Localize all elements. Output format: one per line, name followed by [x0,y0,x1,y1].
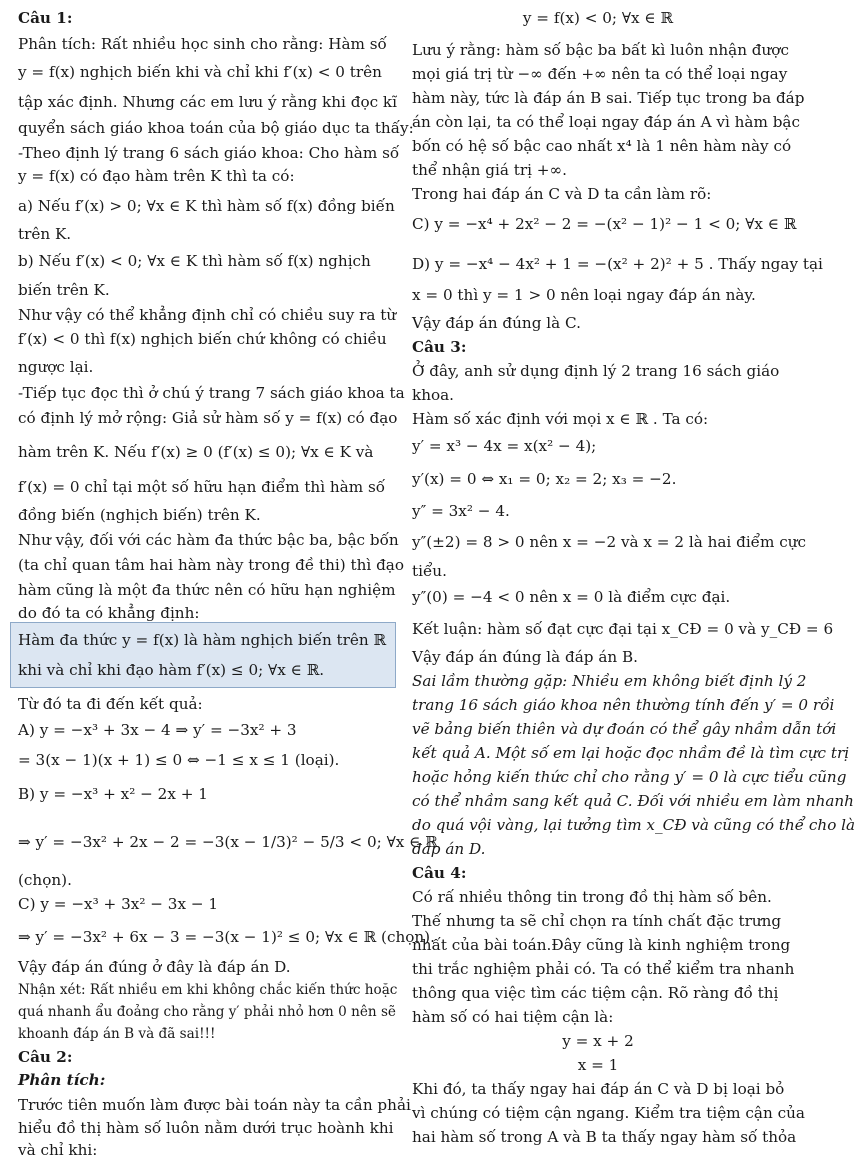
right-text-line: y″(±2) = 8 > 0 nên x = −2 và x = 2 là hai điểm cực [412,533,807,551]
left-text-line: Phân tích: [18,1071,106,1089]
left-text-line: và chỉ khi: [18,1141,98,1159]
right-text-line: khoa. [412,386,455,404]
left-text-line: đồng biến (nghịch biến) trên K. [18,506,261,524]
left-text-line: Vậy đáp án đúng ở đây là đáp án D. [18,958,291,976]
right-text-line: hàm này, tức là đáp án B sai. Tiếp tục trong ba đáp [412,89,805,107]
right-text-line: hoặc hỏng kiến thức chỉ cho rằng y′ = 0 là cực tiểu cũng [412,768,847,786]
right-text-line: án còn lại, ta có thể loại ngay đáp án A vì hàm bậc [412,113,800,131]
left-text-line: ⇒ y′ = −3x² + 6x − 3 = −3(x − 1)² ≤ 0; ∀x ∈ ℝ (chọn). [18,928,435,946]
right-text-line: bốn có hệ số bậc cao nhất x⁴ là 1 nên hàm này có [412,137,792,155]
left-text-line: -Tiếp tục đọc thì ở chú ý trang 7 sách giáo khoa ta [18,384,405,402]
right-text-line: Lưu ý rằng: hàm số bậc ba bất kì luôn nhận được [412,41,789,59]
left-text-line: f′(x) < 0 thì f(x) nghịch biến chứ không có chiều [18,330,387,348]
right-text-line: Vậy đáp án đúng là đáp án B. [412,648,638,666]
right-text-line: y = f(x) < 0; ∀x ∈ ℝ [522,9,674,27]
right-text-line: y′ = x³ − 4x = x(x² − 4); [412,437,597,455]
left-text-line: có định lý mở rộng: Giả sử hàm số y = f(x) có đạo [18,409,398,427]
right-text-line: mọi giá trị từ −∞ đến +∞ nên ta có thể loại ngay [412,65,788,83]
right-text-line: y″ = 3x² − 4. [412,502,510,520]
right-text-line: D) y = −x⁴ − 4x² + 1 = −(x² + 2)² + 5 . Thấy ngay tại [412,255,823,273]
left-text-line: Câu 1: [18,9,73,27]
right-text-line: Có rấ nhiều thông tin trong đồ thị hàm số bên. [412,888,772,906]
right-text-line: thể nhận giá trị +∞. [412,161,567,179]
right-text-line: thi trắc nghiệm phải có. Ta có thể kiểm tra nhanh [412,960,795,978]
left-text-line: = 3(x − 1)(x + 1) ≤ 0 ⇔ −1 ≤ x ≤ 1 (loại). [18,751,340,769]
right-text-line: Ở đây, anh sử dụng định lý 2 trang 16 sách giáo [412,362,780,380]
right-text-line: hàm số có hai tiệm cận là: [412,1008,614,1026]
left-text-line: C) y = −x³ + 3x² − 3x − 1 [18,895,219,913]
right-text-line: x = 1 [577,1056,619,1074]
left-text-line: Phân tích: Rất nhiều học sinh cho rằng: Hàm số [18,35,387,53]
left-text-line: hàm trên K. Nếu f′(x) ≥ 0 (f′(x) ≤ 0); ∀x ∈ K và [18,443,374,461]
right-text-line: Hàm số xác định với mọi x ∈ ℝ . Ta có: [412,410,709,428]
right-text-line: Vậy đáp án đúng là C. [412,314,581,332]
right-text-line: tiểu. [412,562,447,580]
left-text-line: hàm cũng là một đa thức nên có hữu hạn nghiệm [18,581,396,599]
left-text-line: ngược lại. [18,358,94,376]
left-text-line: (ta chỉ quan tâm hai hàm này trong đề thi) thì đạo [18,556,404,574]
right-text-line: vì chúng có tiệm cận ngang. Kiểm tra tiệm cận của [412,1104,805,1122]
left-text-line: b) Nếu f′(x) < 0; ∀x ∈ K thì hàm số f(x) nghịch [18,252,371,270]
left-text-line: y = f(x) nghịch biến khi và chỉ khi f′(x) < 0 trên [18,63,382,81]
left-text-line: -Theo định lý trang 6 sách giáo khoa: Cho hàm số [18,144,400,162]
left-text-line: (chọn). [18,871,72,889]
right-text-line: hai hàm số trong A và B ta thấy ngay hàm số thỏa [412,1128,797,1146]
left-text-line: Như vậy có thể khẳng định chỉ có chiều suy ra từ [18,306,397,324]
left-text-line: khoanh đáp án B và đã sai!!! [18,1026,216,1042]
left-text-line: trên K. [18,225,72,243]
left-text-line: A) y = −x³ + 3x − 4 ⇒ y′ = −3x² + 3 [18,721,297,739]
right-text-line: Kết luận: hàm số đạt cực đại tại x_CĐ = 0 và y_CĐ = 6 [412,620,834,638]
right-text-line: y″(0) = −4 < 0 nên x = 0 là điểm cực đại. [412,588,731,606]
left-text-line: do đó ta có khẳng định: [18,604,200,622]
right-text-line: đáp án D. [412,840,486,858]
right-text-line: trang 16 sách giáo khoa nên thường tính đến y′ = 0 rồi [412,696,835,714]
left-text-line: a) Nếu f′(x) > 0; ∀x ∈ K thì hàm số f(x) đồng biến [18,197,395,215]
left-text-line: Nhận xét: Rất nhiều em khi không chắc kiến thức hoặc [18,982,398,998]
right-text-line: Câu 3: [412,338,467,356]
right-text-line: y′(x) = 0 ⇔ x₁ = 0; x₂ = 2; x₃ = −2. [412,470,677,488]
right-text-line: Khi đó, ta thấy ngay hai đáp án C và D bị loại bỏ [412,1080,785,1098]
left-text-line: Trước tiên muốn làm được bài toán này ta cần phải [18,1096,411,1114]
left-text-line: khi và chỉ khi đạo hàm f′(x) ≤ 0; ∀x ∈ ℝ. [18,661,325,679]
right-text-line: C) y = −x⁴ + 2x² − 2 = −(x² − 1)² − 1 < 0; ∀x ∈ ℝ [412,215,797,233]
right-text-line: có thể nhầm sang kết quả C. Đối với nhiều em làm nhanh [412,792,854,810]
left-text-line: quá nhanh ẩu đoảng cho rằng y′ phải nhỏ hơn 0 nên sẽ [18,1004,396,1020]
right-text-line: x = 0 thì y = 1 > 0 nên loại ngay đáp án này. [412,286,756,304]
right-text-line: nhất của bài toán.Đây cũng là kinh nghiệm trong [412,936,791,954]
left-text-line: hiểu đồ thị hàm số luôn nằm dưới trục hoành khi [18,1119,394,1137]
right-text-line: do quá vội vàng, lại tưởng tìm x_CĐ và cũng có thể cho là [412,816,855,834]
left-text-line: y = f(x) có đạo hàm trên K thì ta có: [18,167,295,185]
left-text-line: B) y = −x³ + x² − 2x + 1 [18,785,208,803]
left-text-line: Hàm đa thức y = f(x) là hàm nghịch biến trên ℝ [18,631,387,649]
right-text-line: y = x + 2 [562,1032,634,1050]
left-text-line: Từ đó ta đi đến kết quả: [18,695,203,713]
right-text-line: kết quả A. Một số em lại hoặc đọc nhầm đề là tìm cực trị [412,744,850,762]
left-text-line: Như vậy, đối với các hàm đa thức bậc ba, bậc bốn [18,531,399,549]
right-text-line: thông qua việc tìm các tiệm cận. Rõ ràng đồ thị [412,984,779,1002]
right-text-line: Câu 4: [412,864,467,882]
left-text-line: Câu 2: [18,1048,73,1066]
right-text-line: vẽ bảng biến thiên và dự đoán có thể gây nhầm dẫn tới [412,720,837,738]
left-text-line: tập xác định. Nhưng các em lưu ý rằng khi đọc kĩ [18,93,397,111]
right-text-line: Thế nhưng ta sẽ chỉ chọn ra tính chất đặc trưng [412,912,782,930]
left-text-line: quyển sách giáo khoa toán của bộ giáo dục ta thấy: [18,119,414,137]
right-text-line: Sai lầm thường gặp: Nhiều em không biết định lý 2 [412,672,807,690]
left-text-line: ⇒ y′ = −3x² + 2x − 2 = −3(x − 1/3)² − 5/3 < 0; ∀x ∈ ℝ [18,833,438,851]
right-text-line: Trong hai đáp án C và D ta cần làm rõ: [412,185,712,203]
left-text-line: biến trên K. [18,281,110,299]
left-text-line: f′(x) = 0 chỉ tại một số hữu hạn điểm thì hàm số [18,478,386,496]
